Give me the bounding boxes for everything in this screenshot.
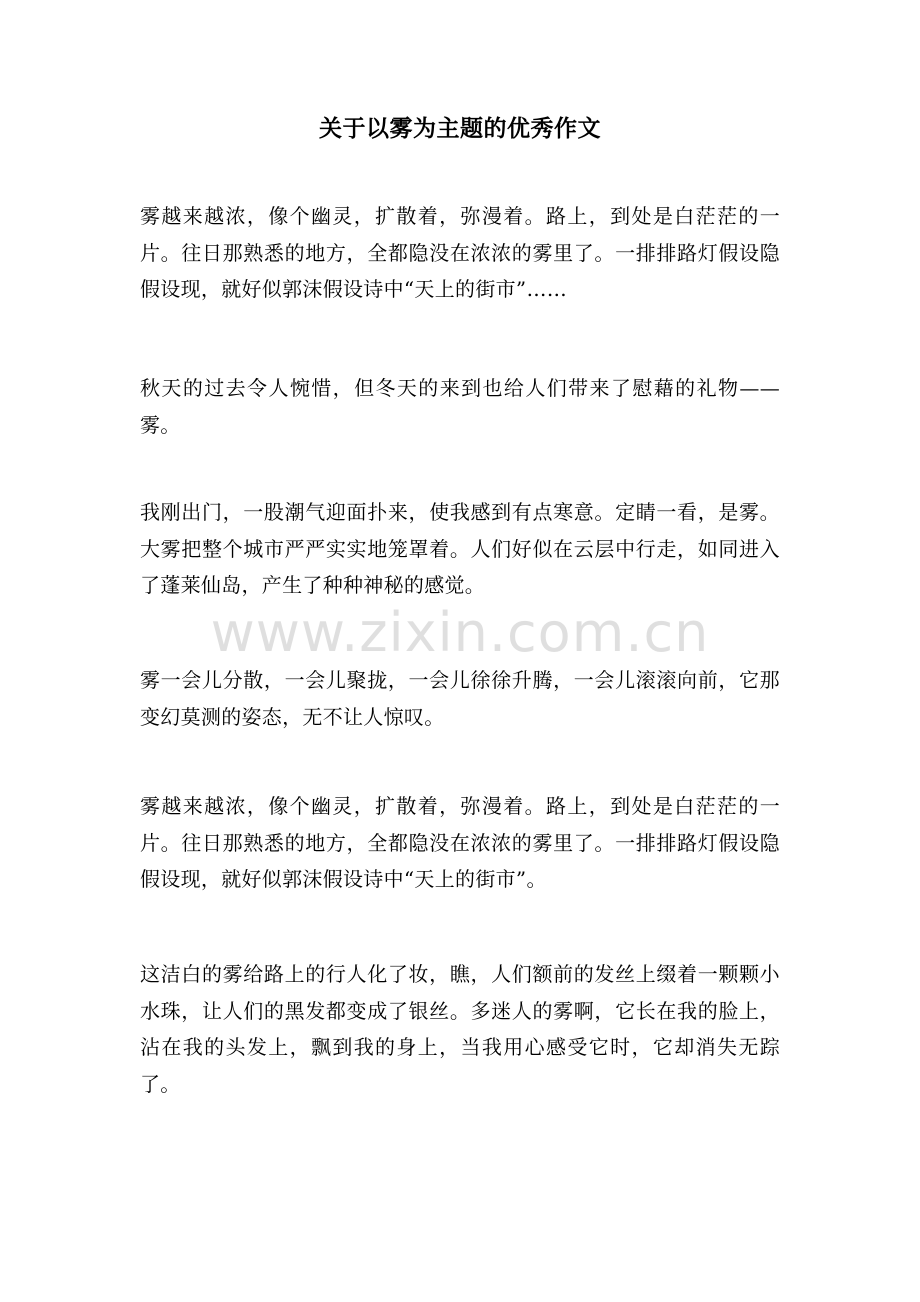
paragraph-6: 这洁白的雾给路上的行人化了妆，瞧，人们额前的发丝上缀着一颗颗小水珠，让人们的黑发都变成了银丝。多迷人的雾啊，它长在我的脸上，沾在我的头发上，飘到我的身上，当我用心感受它时，它却消失无踪了。 <box>140 962 780 1096</box>
paragraph-2: 秋天的过去令人惋惜，但冬天的来到也给人们带来了慰藉的礼物——雾。 <box>140 376 780 437</box>
paragraph-1: 雾越来越浓，像个幽灵，扩散着，弥漫着。路上，到处是白茫茫的一片。往日那熟悉的地方，全都隐没在浓浓的雾里了。一排排路灯假设隐假设现，就好似郭沫假设诗中“天上的街市”…… <box>140 204 780 301</box>
document-title: 关于以雾为主题的优秀作文 <box>319 115 601 142</box>
paragraph-4: 雾一会儿分散，一会儿聚拢，一会儿徐徐升腾，一会儿滚滚向前，它那变幻莫测的姿态，无不让人惊叹。 <box>140 668 780 729</box>
watermark-text: www.zixin.com.cn <box>210 601 710 664</box>
paragraph-3: 我刚出门，一股潮气迎面扑来，使我感到有点寒意。定睛一看，是雾。大雾把整个城市严严实实地笼罩着。人们好似在云层中行走，如同进入了蓬莱仙岛，产生了种种神秘的感觉。 <box>140 500 780 597</box>
paragraph-5: 雾越来越浓，像个幽灵，扩散着，弥漫着。路上，到处是白茫茫的一片。往日那熟悉的地方，全都隐没在浓浓的雾里了。一排排路灯假设隐假设现，就好似郭沫假设诗中“天上的街市”。 <box>140 794 780 891</box>
